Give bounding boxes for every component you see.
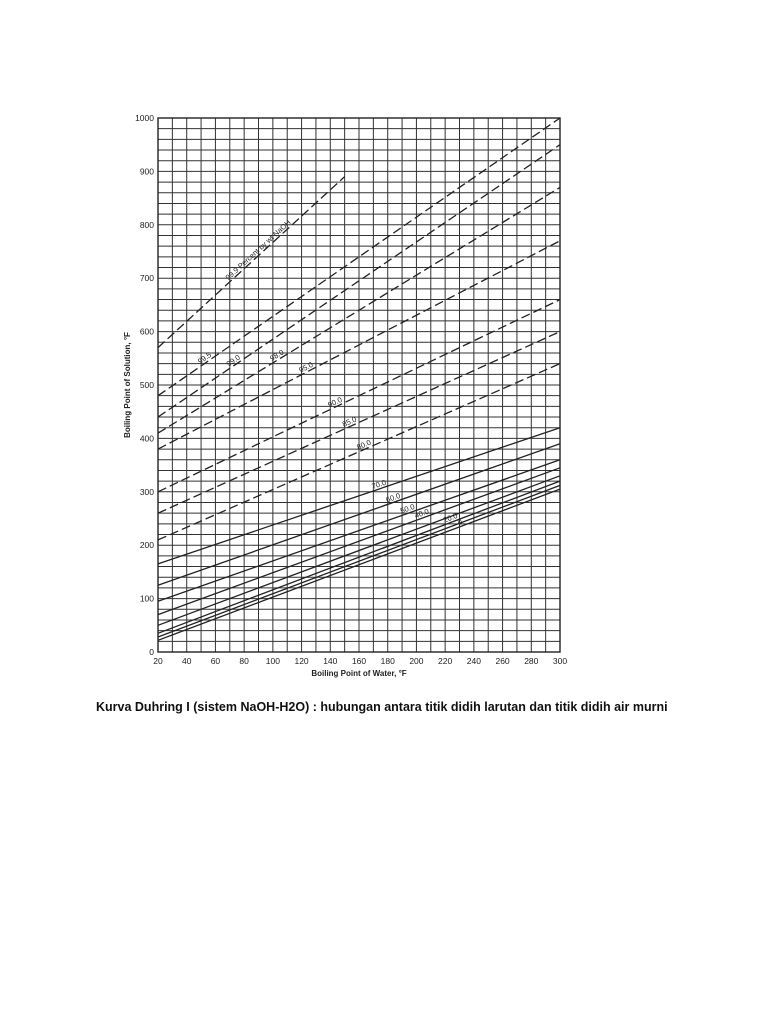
x-tick-label: 60 <box>210 656 221 666</box>
x-tick-label: 40 <box>181 656 192 666</box>
series-label-99.0: 99.0 <box>224 352 242 369</box>
x-tick-label: 280 <box>524 656 539 666</box>
x-tick-label: 160 <box>351 656 367 666</box>
x-tick-label: 240 <box>466 656 481 666</box>
series-label-99.9: 99.9 Percent by wt NaOH <box>223 217 293 282</box>
series-label-layer <box>196 218 463 527</box>
series-label-20.0: 20.0 <box>441 511 459 525</box>
series-label-85.0: 85.0 <box>340 414 358 429</box>
x-axis-title: Boiling Point of Water, °F <box>311 669 407 678</box>
duhring-chart <box>100 100 580 700</box>
series-label-40.0: 40.0 <box>413 506 431 521</box>
x-tick-label: 260 <box>495 656 510 666</box>
series-label-80.0: 80.0 <box>355 437 373 452</box>
y-tick-label: 800 <box>139 219 154 230</box>
x-tick-label: 200 <box>409 656 424 666</box>
figure-caption: Kurva Duhring I (sistem NaOH-H2O) : hubungan antara titik didih larutan dan titik didih air murni <box>96 700 668 714</box>
x-tick-label: 120 <box>294 656 309 666</box>
y-axis-title: Boiling Point of Solution, °F <box>123 332 132 438</box>
series-label-99.5: 99.5 <box>195 350 214 366</box>
y-tick-label: 900 <box>139 166 154 177</box>
y-tick-label: 500 <box>139 380 154 390</box>
x-tick-label: 20 <box>153 656 163 666</box>
series-label-90.0: 90.0 <box>326 394 344 410</box>
series-label-95.0: 95.0 <box>297 360 315 375</box>
series-label-98.0: 98.0 <box>268 347 286 363</box>
y-tick-label: 100 <box>139 593 154 604</box>
x-tick-label: 100 <box>265 656 280 666</box>
series-label-50.0: 50.0 <box>399 502 416 516</box>
y-tick-label: 0 <box>149 647 154 657</box>
grid-layer <box>158 118 560 652</box>
y-tick-label: 600 <box>139 326 154 337</box>
x-tick-label: 80 <box>239 656 249 666</box>
x-tick-label: 180 <box>380 656 395 666</box>
y-tick-label: 1000 <box>135 113 154 123</box>
y-tick-label: 300 <box>139 486 154 497</box>
x-tick-label: 220 <box>438 656 453 666</box>
y-tick-label: 400 <box>139 433 154 444</box>
chart-svg <box>100 100 580 700</box>
y-tick-label: 700 <box>139 273 154 284</box>
series-label-70.0: 70.0 <box>370 477 388 491</box>
series-label-0: 0 <box>456 517 464 527</box>
series-label-60.0: 60.0 <box>384 491 402 505</box>
y-tick-label: 200 <box>139 540 154 551</box>
x-tick-label: 140 <box>323 656 338 666</box>
x-tick-label: 300 <box>552 656 568 666</box>
